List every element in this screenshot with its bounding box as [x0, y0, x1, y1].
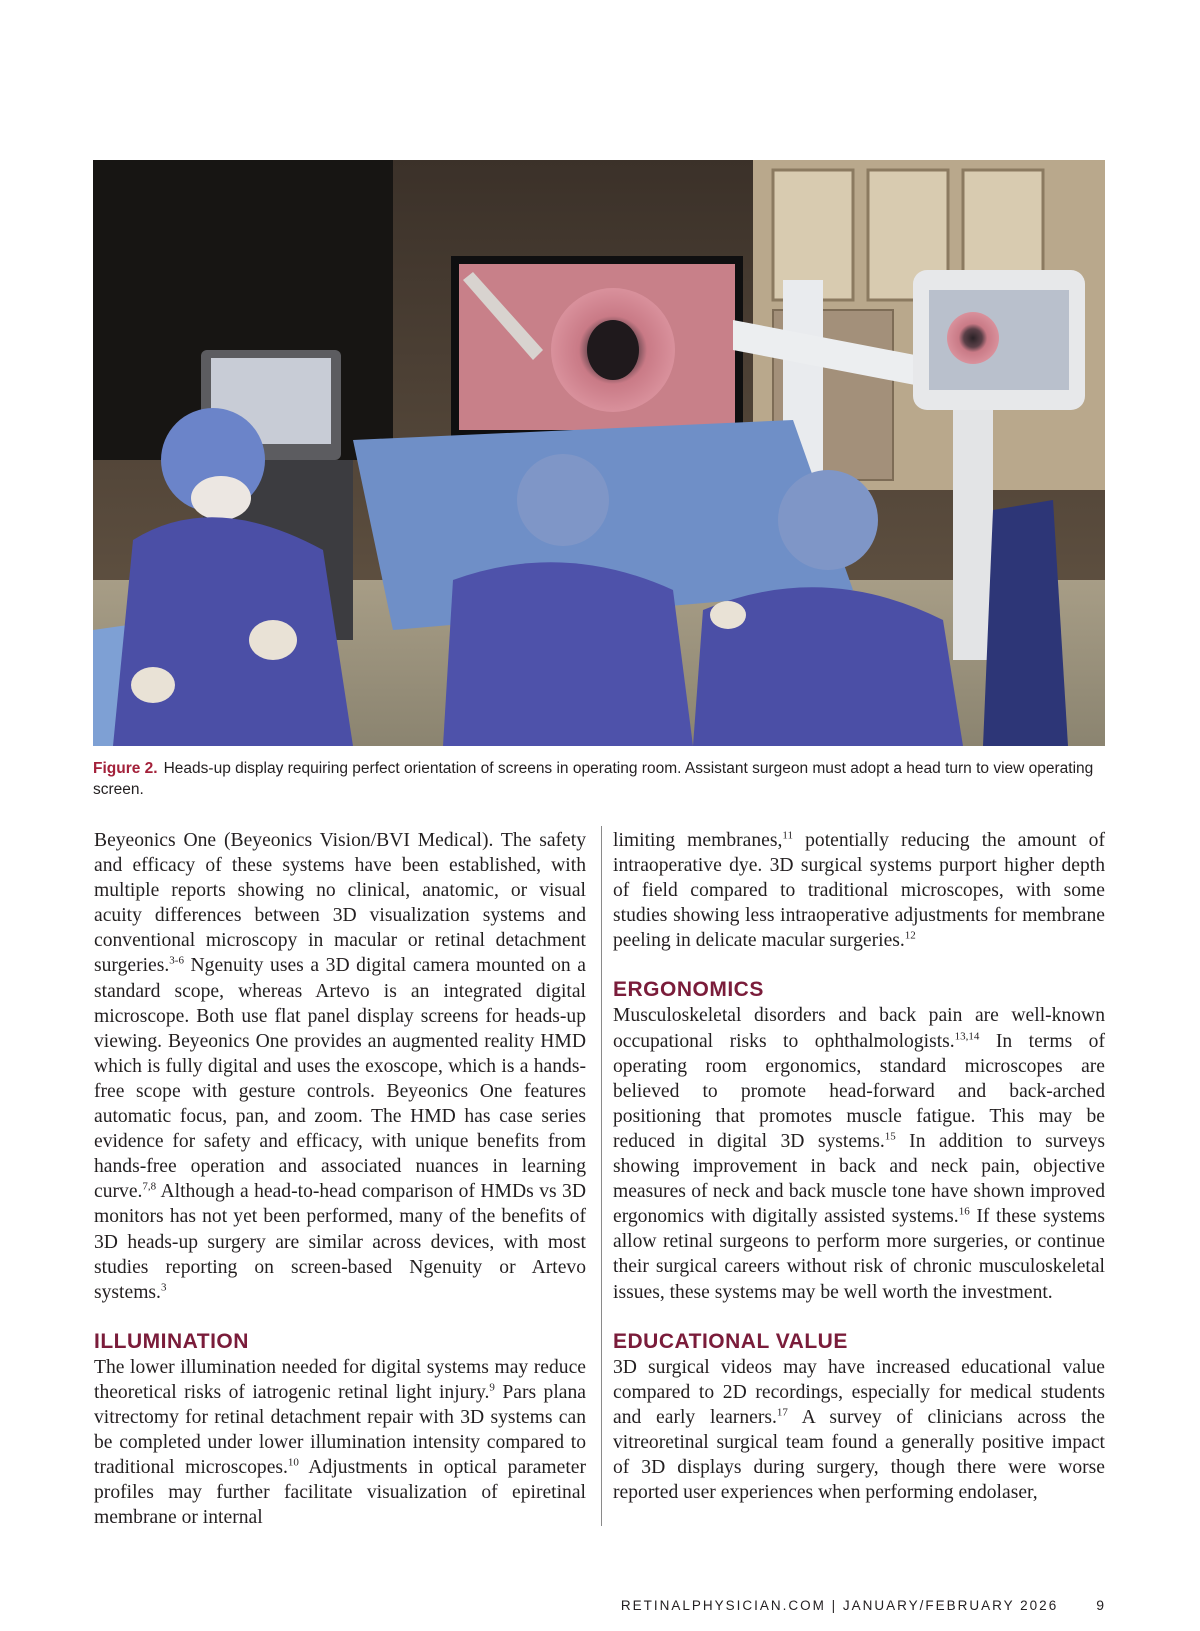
monitor-stand — [953, 410, 993, 660]
citation: 9 — [489, 1381, 495, 1394]
citation: 10 — [287, 1456, 299, 1469]
citation: 16 — [958, 1205, 970, 1218]
text-run: Ngenuity uses a 3D digital camera mounted on a standard scope, whereas Artevo is an integrated digital microscope. Both use flat panel display screens for heads-up viewing. Beyeonics One provides an augmented reality HMD which is fully digital and uses the exoscope, which is a hands-free scope with gesture controls. Beyeonics One features automatic focus, pan, and zoom. The HMD has case series evidence for safety and efficacy, with unique benefits from hands-free operation and associated nuances in learning curve. — [94, 955, 586, 1203]
figure-label: Figure 2. — [93, 760, 158, 777]
text-run: Adjustments in optical parameter profiles may further facilitate visualization of epiretinal membrane or internal — [94, 1457, 586, 1529]
text-run: If these systems allow retinal surgeons to perform more surgeries, or continue their surgical careers without risk of chronic musculoskeletal issues, these systems may be well worth the investment. — [613, 1206, 1106, 1303]
operating-room-photo — [93, 160, 1105, 746]
paragraph — [94, 828, 586, 1305]
surgical-cap — [517, 454, 609, 546]
text-run: limiting membranes, — [613, 830, 783, 851]
glove — [131, 667, 175, 703]
citation: 3 — [160, 1281, 167, 1294]
surgical-cap — [778, 470, 878, 570]
page-number: 9 — [1096, 1597, 1104, 1613]
citation: 15 — [884, 1130, 896, 1143]
right-column — [613, 828, 1105, 1505]
citation: 13,14 — [954, 1030, 980, 1043]
section-heading-educational-value: EDUCATIONAL VALUE — [613, 1329, 848, 1353]
text-run: Pars plana vitrectomy for retinal detachment repair with 3D systems can be completed under lower illumination intensity compared to traditional microscopes. — [94, 1381, 586, 1479]
journal-name: RETINALPHYSICIAN.COM | JANUARY/FEBRUARY 2026 — [620, 1598, 1059, 1613]
text-run: In terms of operating room ergonomics, standard microscopes are believed to promote head-forward and back-arched positioning that promotes muscle fatigue. This may be reduced in digital 3D systems. — [613, 1030, 1105, 1152]
text-run: potentially reducing the amount of intraoperative dye. 3D surgical systems purport higher depth of field compared to traditional microscopes, with some studies showing less intraoperative adjustments for membrane peeling in delicate macular surgeries. — [613, 830, 1106, 952]
page-footer — [621, 1597, 1104, 1613]
text-run: Musculoskeletal disorders and back pain are well-known occupational risks to ophthalmologists. — [613, 1005, 1105, 1052]
hanging-gown — [983, 500, 1068, 746]
paragraph — [613, 1003, 1105, 1304]
glove — [710, 601, 746, 629]
column-divider — [601, 826, 602, 1526]
citation: 7,8 — [142, 1180, 157, 1193]
citation: 12 — [904, 929, 916, 942]
citation: 17 — [776, 1406, 788, 1419]
text-run: 3D surgical videos may have increased educational value compared to 2D recordings, especially for medical students and early learners. — [613, 1356, 1105, 1428]
text-run: A survey of clinicians across the vitreoretinal surgical team found a generally positive impact of 3D displays during surgery, though there were worse reported user experiences when performing endolaser, — [613, 1406, 1105, 1504]
pupil — [587, 320, 639, 380]
surgeon-gown — [443, 562, 693, 746]
text-run: Although a head-to-head comparison of HMDs vs 3D monitors has not yet been performed, many of the benefits of 3D heads-up surgery are similar across devices, with most studies reporting on screen-based Ngenuity or Artevo systems. — [94, 1181, 586, 1303]
citation: 11 — [782, 829, 793, 842]
side-eye-image — [947, 312, 999, 364]
operating-room-illustration — [93, 160, 1105, 746]
figure-caption-text: Heads-up display requiring perfect orientation of screens in operating room. Assistant surgeon must adopt a head turn to view operating screen. — [93, 760, 1094, 798]
figure-caption — [93, 758, 1103, 800]
text-run: Beyeonics One (Beyeonics Vision/BVI Medical). The safety and efficacy of these systems have been established, with multiple reports showing no clinical, anatomic, or visual acuity differences between 3D visualization systems and conventional microscopy in macular or retinal detachment surgeries. — [94, 830, 586, 977]
left-column — [94, 828, 586, 1530]
text-run: In addition to surveys showing improvement in back and neck pain, objective measures of neck and back muscle tone have shown improved ergonomics with digitally assisted systems. — [613, 1130, 1105, 1228]
paragraph — [613, 828, 1105, 953]
section-heading-illumination: ILLUMINATION — [94, 1329, 249, 1353]
surgeon-gown — [113, 517, 353, 746]
face-mask — [191, 476, 251, 520]
section-heading-ergonomics: ERGONOMICS — [613, 978, 764, 1002]
paragraph — [613, 1355, 1105, 1506]
paragraph — [94, 1355, 586, 1531]
text-run: The lower illumination needed for digital systems may reduce theoretical risks of iatrogenic retinal light injury. — [94, 1356, 586, 1403]
glove — [249, 620, 297, 660]
citation: 3-6 — [169, 954, 184, 967]
